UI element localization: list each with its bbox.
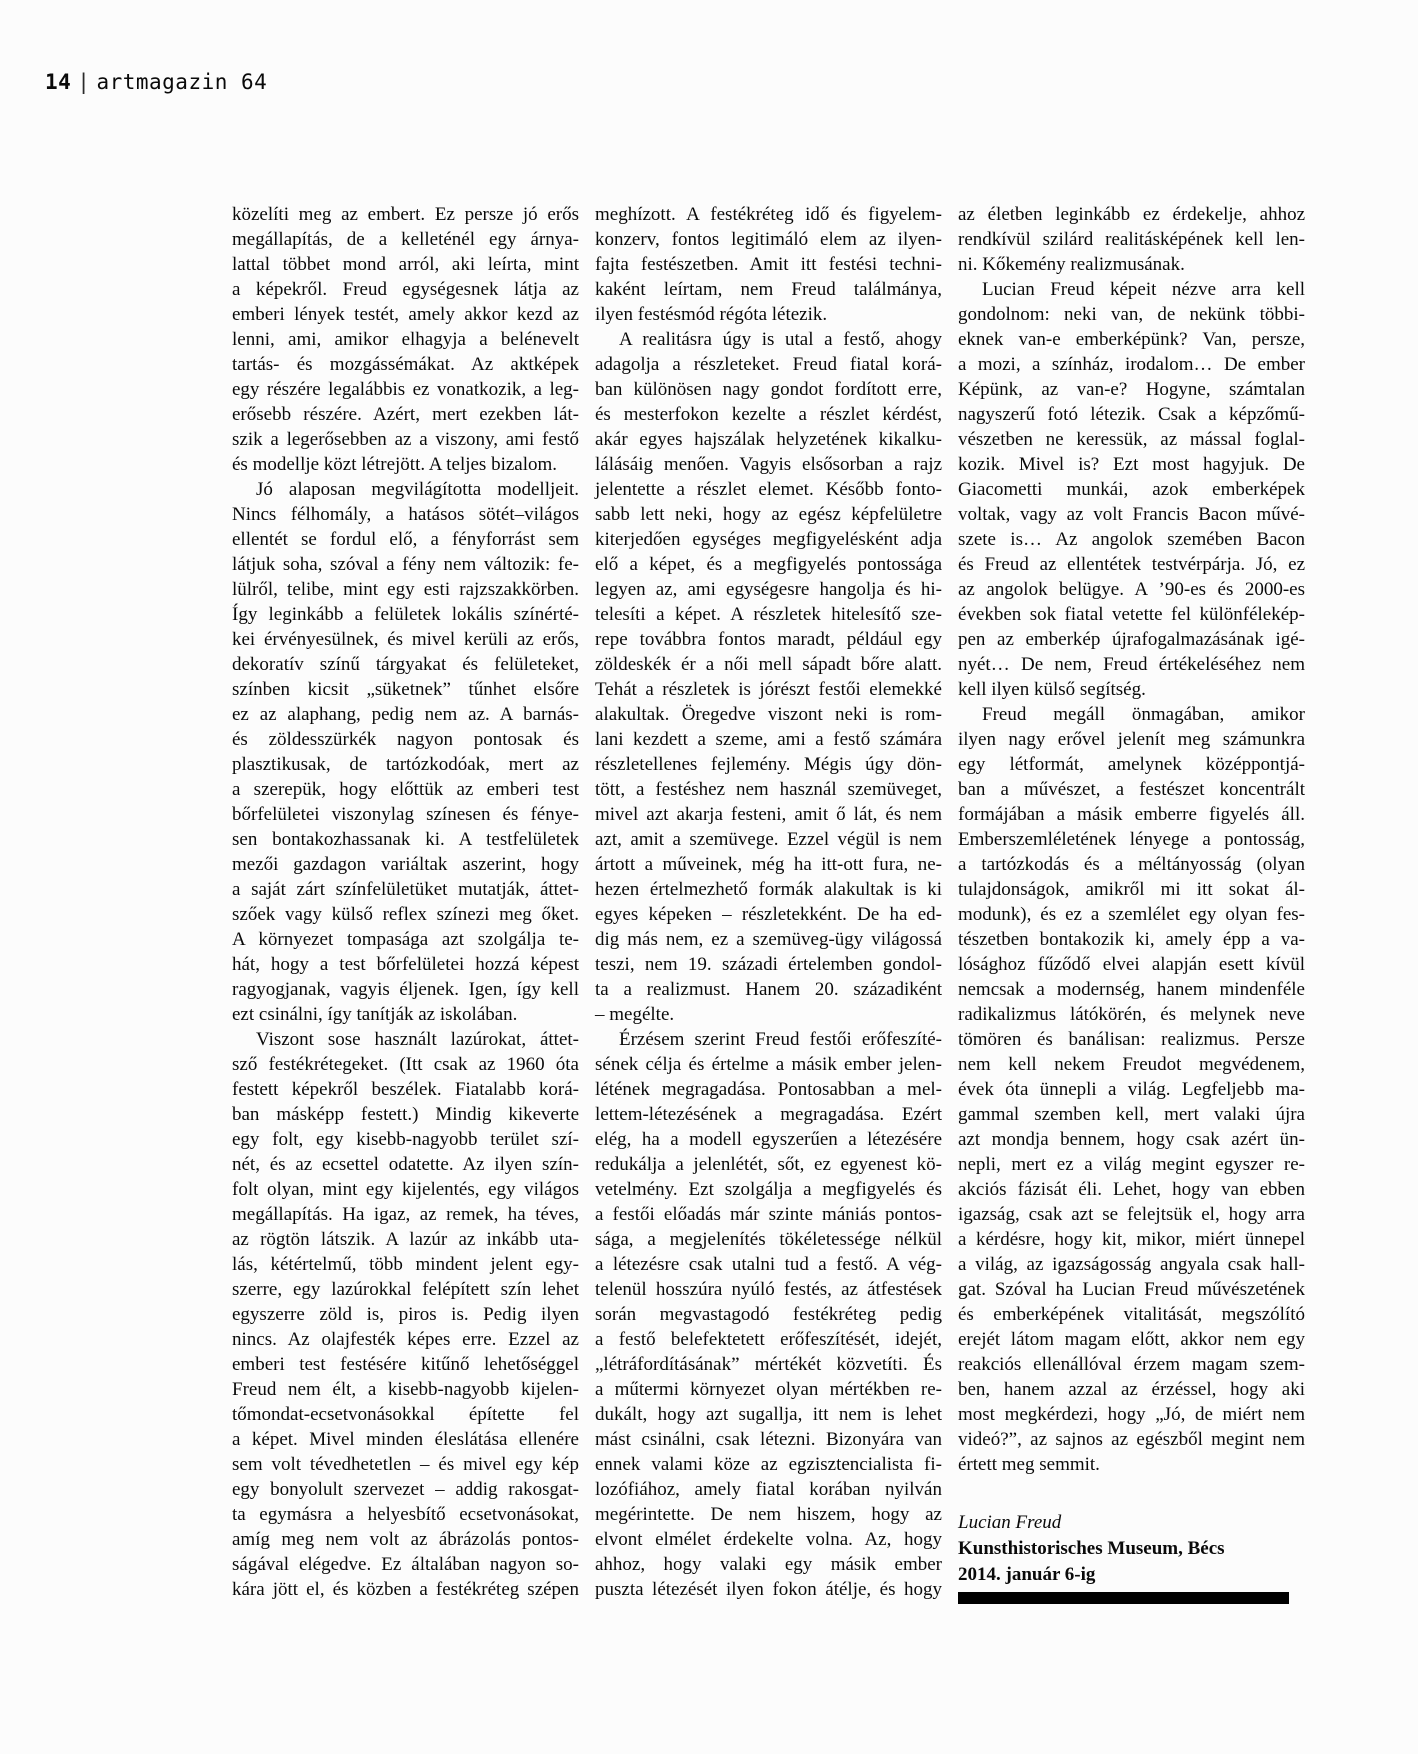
exhibition-artist: Lucian Freud xyxy=(958,1512,1062,1533)
text-line: kaként leírtam, nem Freud találmánya, xyxy=(595,279,942,300)
text-line: A környezet tompasága azt szolgálja te- xyxy=(232,929,579,950)
column-2-paragraphs xyxy=(595,202,942,1602)
text-line: ban a művészet, a festészet koncentrált xyxy=(958,779,1305,800)
text-line: Viszont sose használt lazúrokat, áttet- xyxy=(256,1029,579,1050)
text-line: és modellje közt létrejött. A teljes bizalom. xyxy=(232,454,558,475)
text-line: a festő belefektetett erőfeszítését, idejét, xyxy=(595,1329,942,1350)
text-line: ban különösen nagy gondot fordított erre, xyxy=(595,379,942,400)
exhibition-dates: 2014. január 6-ig xyxy=(958,1564,1096,1585)
page-number: 14 xyxy=(45,70,72,94)
text-line: szik a legerősebben az a viszony, ami festő xyxy=(232,429,579,450)
text-line: a műtermi környezet olyan mértékben re- xyxy=(595,1379,942,1400)
text-line: ennek valami köze az egzisztencialista fi- xyxy=(595,1454,942,1475)
text-line: formájában a másik emberre figyelés áll. xyxy=(958,804,1305,825)
text-line: az rögtön látszik. A lazúr az inkább uta- xyxy=(232,1229,579,1250)
text-line: repe továbbra fontos maradt, például egy xyxy=(595,629,942,650)
text-line: szete is… Az angolok szemében Bacon xyxy=(958,529,1305,550)
column-1-paragraphs xyxy=(232,202,579,1602)
text-line: a festői előadás már szinte mániás pontos- xyxy=(595,1204,942,1225)
text-line: vetelmény. Ezt szolgálja a megfigyelés és xyxy=(595,1179,942,1200)
text-line: kei érvényesülnek, és mivel kerüli az erős, xyxy=(232,629,579,650)
text-line: tőmondat-ecsetvonásokkal építette fel xyxy=(232,1404,579,1425)
text-line: ez az alaphang, pedig nem az. A barnás- xyxy=(232,704,579,725)
text-line: azt, amit a szemüvege. Ezzel végül is nem xyxy=(595,829,942,850)
text-line: tészetben bontakozik ki, amely épp a va- xyxy=(958,929,1305,950)
text-line: a világ, az igazságosság angyala csak hall- xyxy=(958,1254,1305,1275)
text-line: tött, a festéshez nem használ szemüveget, xyxy=(595,779,942,800)
text-line: sző festékrétegeket. (Itt csak az 1960 óta xyxy=(232,1054,579,1075)
text-line: gondolnom: neki van, de nekünk többi- xyxy=(958,304,1305,325)
text-line: konzerv, fontos legitimáló elem az ilyen- xyxy=(595,229,942,250)
text-line: értett meg semmit. xyxy=(958,1454,1100,1475)
text-line: Érzésem szerint Freud festői erőfeszíté- xyxy=(619,1029,942,1050)
text-line: Tehát a részletek is jórészt festői elemekké xyxy=(595,679,942,700)
text-line: nem kell nekem Freudot megvédenem, xyxy=(958,1054,1305,1075)
text-line: sen bontakozhassanak ki. A testfelületek xyxy=(232,829,579,850)
text-line: ságával elégedve. Ez általában nagyon so- xyxy=(232,1554,579,1575)
text-line: a képet. Mivel minden éleslátása ellenére xyxy=(232,1429,579,1450)
paragraph xyxy=(232,477,579,1027)
paragraph xyxy=(958,202,1305,277)
text-line: ta egymásra a helyesbítő ecsetvonásokat, xyxy=(232,1504,579,1525)
end-bar xyxy=(958,1592,1289,1604)
text-line: sem volt tévedhetetlen – és mivel egy kép xyxy=(232,1454,579,1475)
text-line: dukált, hogy azt sugallja, itt nem is lehet xyxy=(595,1404,942,1425)
text-line: „létráfordításának” mértékét közvetíti. És xyxy=(595,1354,942,1375)
text-line: telenül hosszúra nyúló festés, az átfestések xyxy=(595,1279,942,1300)
text-line: években sok fiatal vetette fel különfélekép- xyxy=(958,604,1305,625)
text-line: erősebb részére. Azért, mert ezekben lát- xyxy=(232,404,579,425)
text-column-2 xyxy=(595,202,942,1604)
text-column-1 xyxy=(232,202,579,1604)
text-line: Jó alaposan megvilágította modelljeit. xyxy=(256,479,579,500)
text-line: és Freud az ellentétek testvérpárja. Jó, ez xyxy=(958,554,1305,575)
text-line: egyes képeken – részletekként. De ha ed- xyxy=(595,904,942,925)
text-column-3 xyxy=(958,202,1305,1604)
text-line: plasztikusak, de tartózkodóak, mert az xyxy=(232,754,579,775)
text-line: dekoratív színű tárgyakat és felületeket, xyxy=(232,654,579,675)
text-line: hát, hogy a test bőrfelületei hozzá képest xyxy=(232,954,579,975)
text-line: emberi lények testét, amely akkor kezd az xyxy=(232,304,579,325)
text-line: és emberképének vitalitását, megszólító xyxy=(958,1304,1305,1325)
text-line: bőrfelületei viszonylag színesen és fénye- xyxy=(232,804,579,825)
text-line: teszi, nem 19. századi értelemben gondol- xyxy=(595,954,942,975)
text-line: gammal szemben kell, mert valaki újra xyxy=(958,1104,1305,1125)
text-line: azt mondja bennem, hogy csak azért ün- xyxy=(958,1129,1305,1150)
text-line: mezői gazdagon variáltak aszerint, hogy xyxy=(232,854,579,875)
text-line: megállapítás. Ha igaz, az remek, ha téves, xyxy=(232,1204,579,1225)
text-line: a tartózkodás és a méltányosság (olyan xyxy=(958,854,1305,875)
text-line: létének megragadása. Pontosabban a mel- xyxy=(595,1079,942,1100)
text-line: során megvastagodó festékréteg pedig xyxy=(595,1304,942,1325)
paragraph xyxy=(232,202,579,477)
text-line: A realitásra úgy is utal a festő, ahogy xyxy=(619,329,942,350)
text-line: Emberszemléletének lényege a pontosság, xyxy=(958,829,1305,850)
text-line: ilyen nagy erővel jelenít meg számunkra xyxy=(958,729,1305,750)
text-line: és zöldesszürkék nagyon pontosak és xyxy=(232,729,579,750)
text-line: megérintette. De nem hiszem, hogy az xyxy=(595,1504,942,1525)
column-3-paragraphs xyxy=(958,202,1305,1477)
text-line: gat. Szóval ha Lucian Freud művészetének xyxy=(958,1279,1305,1300)
text-line: videó?”, az sajnos az egészből megint nem xyxy=(958,1429,1305,1450)
text-line: ártott a műveinek, még ha itt-ott fura, ne- xyxy=(595,854,942,875)
text-line: az angolok belügye. A ’90-es és 2000-es xyxy=(958,579,1305,600)
text-line: lálásáig menően. Vagyis elsősorban a rajz xyxy=(595,454,942,475)
text-line: szerre, egy lazúrokkal felépített szín lehet xyxy=(232,1279,579,1300)
text-line: kell ilyen külső segítség. xyxy=(958,679,1146,700)
text-line: lás, kétértelmű, több mindent jelent egy- xyxy=(232,1254,579,1275)
text-line: ezt csinálni, így tanítják az iskolában. xyxy=(232,1004,518,1025)
text-line: reakciós ellenállóval érzem magam szem- xyxy=(958,1354,1305,1375)
text-line: puszta létezését ilyen fokon átélje, és hogy xyxy=(595,1579,942,1600)
text-line: Freud nem élt, a kisebb-nagyobb kijelen- xyxy=(232,1379,579,1400)
text-line: mást csinálni, csak létezni. Bizonyára van xyxy=(595,1429,942,1450)
text-line: a képekről. Freud egységesnek látja az xyxy=(232,279,579,300)
text-line: a mozi, a színház, irodalom… De ember xyxy=(958,354,1305,375)
text-line: rendkívül szilárd realitásképének kell len- xyxy=(958,229,1305,250)
text-line: nepli, mert ez a világ megint egyszer re- xyxy=(958,1154,1305,1175)
text-line: legyen az, ami egységesre hangolja és hi- xyxy=(595,579,942,600)
paragraph xyxy=(595,1027,942,1602)
text-line: és mesterfokon kezelte a részlet kérdést, xyxy=(595,404,942,425)
text-line: Lucian Freud képeit nézve arra kell xyxy=(982,279,1305,300)
text-line: Nincs félhomály, a hatásos sötét–világos xyxy=(232,504,579,525)
text-line: ban másképp festett.) Mindig kikeverte xyxy=(232,1104,579,1125)
text-line: lattal többet mond arról, aki leírta, mint xyxy=(232,254,579,275)
text-line: redukálja a jelenlétét, sőt, ez egyenest kö- xyxy=(595,1154,942,1175)
text-line: egyszerre zöld is, piros is. Pedig ilyen xyxy=(232,1304,579,1325)
text-line: Képünk, az van-e? Hogyne, számtalan xyxy=(958,379,1305,400)
text-line: nét, és az ecsettel odatette. Az ilyen szín- xyxy=(232,1154,579,1175)
text-line: hezen értelmezhető formák alakultak is ki xyxy=(595,879,942,900)
text-line: tömören és banálisan: realizmus. Persze xyxy=(958,1029,1305,1050)
text-line: pen az emberkép újrafogalmazásának igé- xyxy=(958,629,1305,650)
text-line: a kérdésre, hogy kit, mikor, miért ünnepel xyxy=(958,1229,1305,1250)
text-line: festett képekről beszélek. Fiatalabb korá- xyxy=(232,1079,579,1100)
exhibition-venue: Kunsthistorisches Museum, Bécs xyxy=(958,1538,1225,1559)
text-line: elég, ha a modell egyszerűen a létezésére xyxy=(595,1129,942,1150)
article-body xyxy=(232,202,1305,1604)
text-line: ta a realizmust. Hanem 20. századiként xyxy=(595,979,942,1000)
paragraph xyxy=(595,327,942,1027)
text-line: sága, a megjelenítés tökéletessége nélkül xyxy=(595,1229,942,1250)
text-line: alakultak. Öregedve viszont neki is rom- xyxy=(595,704,942,725)
text-line: megállapítás, de a kelleténél egy árnya- xyxy=(232,229,579,250)
text-line: eknek van-e emberképünk? Van, persze, xyxy=(958,329,1305,350)
text-line: erejét látom magam előtt, akkor nem egy xyxy=(958,1329,1305,1350)
text-line: akciós fázisát éli. Lehet, hogy van ebben xyxy=(958,1179,1305,1200)
text-line: színben kicsit „süketnek” tűnhet elsőre xyxy=(232,679,579,700)
text-line: nyét… De nem, Freud értékeléséhez nem xyxy=(958,654,1305,675)
text-line: egy részére legalábbis ez vonatkozik, a leg- xyxy=(232,379,579,400)
header-separator: | xyxy=(77,70,91,94)
paragraph xyxy=(958,277,1305,702)
text-line: sabb lett neki, hogy az egész képfelületre xyxy=(595,504,942,525)
text-line: zöldeskék ér a női mell sápadt bőre alatt. xyxy=(595,654,942,675)
text-line: ellentét se fordul elő, a fényforrást sem xyxy=(232,529,579,550)
text-line: elő a képet, és a megfigyelés pontossága xyxy=(595,554,942,575)
text-line: az életben leginkább ez érdekelje, ahhoz xyxy=(958,204,1305,225)
text-line: kiterjedően egységes megfigyelésként adja xyxy=(595,529,942,550)
text-line: akár egyes hajszálak helyzetének kikalku- xyxy=(595,429,942,450)
text-line: fajta festészetben. Amit itt festési techni- xyxy=(595,254,942,275)
text-line: – megélte. xyxy=(595,1004,675,1025)
text-line: Freud megáll önmagában, amikor xyxy=(982,704,1305,725)
text-line: Így leginkább a felületek lokális színérté- xyxy=(232,604,579,625)
text-line: voltak, vagy az volt Francis Bacon művé- xyxy=(958,504,1305,525)
text-line: lani kezdett a szeme, ami a festő számára xyxy=(595,729,942,750)
text-line: közelíti meg az embert. Ez persze jó erős xyxy=(232,204,579,225)
text-line: egy bonyolult szervezet – addig rakosgat- xyxy=(232,1479,579,1500)
text-line: adagolja a részleteket. Freud fiatal korá- xyxy=(595,354,942,375)
text-line: ni. Kőkemény realizmusának. xyxy=(958,254,1185,275)
text-line: lülről, telibe, mint egy esti rajzszakkörben. xyxy=(232,579,579,600)
text-line: lenni, ami, amikor elhagyja a belénevelt xyxy=(232,329,579,350)
text-line: elvont elmélet érdekelte volna. Az, hogy xyxy=(595,1529,942,1550)
text-line: évek óta ünnepli a világ. Legfeljebb ma- xyxy=(958,1079,1305,1100)
text-line: folt olyan, mint egy kijelentés, egy világos xyxy=(232,1179,579,1200)
text-line: tulajdonságok, amikről mi itt sokat ál- xyxy=(958,879,1305,900)
paragraph xyxy=(232,1027,579,1602)
text-line: lósághoz fűződő elvei alapján esett kívül xyxy=(958,954,1305,975)
text-line: mivel azt akarja festeni, amit ő lát, és nem xyxy=(595,804,942,825)
paragraph xyxy=(958,702,1305,1477)
text-line: a létezésre csak utalni tud a festő. A vég- xyxy=(595,1254,942,1275)
text-line: kára jött el, és közben a festékréteg szépen xyxy=(232,1579,579,1600)
text-line: részletellenes fejlemény. Mégis úgy dön- xyxy=(595,754,942,775)
page-header xyxy=(45,70,267,94)
text-line: ilyen festésmód régóta létezik. xyxy=(595,304,828,325)
text-line: lozófiához, amely fiatal korában nyilván xyxy=(595,1479,942,1500)
text-line: amíg meg nem volt az ábrázolás pontos- xyxy=(232,1529,579,1550)
text-line: nagyszerű fotó létezik. Csak a képzőmű- xyxy=(958,404,1305,425)
text-line: nincs. Az olajfesték képes erre. Ezzel az xyxy=(232,1329,579,1350)
text-line: modunk), és ez a szemlélet egy olyan fes- xyxy=(958,904,1305,925)
text-line: egy folt, egy kisebb-nagyobb terület szí- xyxy=(232,1129,579,1150)
exhibition-credit xyxy=(958,1510,1305,1604)
text-line: ben, hanem azzal az érzéssel, hogy aki xyxy=(958,1379,1305,1400)
text-line: emberi test festésére kitűnő lehetőséggel xyxy=(232,1354,579,1375)
text-line: sének célja és értelme a másik ember jelen- xyxy=(595,1054,942,1075)
text-line: a szerepük, hogy előttük az emberi test xyxy=(232,779,579,800)
text-line: igazság, csak azt se felejtsük el, hogy arra xyxy=(958,1204,1305,1225)
paragraph xyxy=(595,202,942,327)
text-line: radikalizmus látókörén, és melynek neve xyxy=(958,1004,1305,1025)
text-line: ahhoz, hogy valaki egy másik ember xyxy=(595,1554,942,1575)
text-line: most megkérdezi, hogy „Jó, de miért nem xyxy=(958,1404,1305,1425)
text-line: ragyogjanak, vagyis éljenek. Igen, így kell xyxy=(232,979,579,1000)
text-line: szőek vagy külső reflex színezi meg őket. xyxy=(232,904,579,925)
text-line: a saját zárt színfelületüket mutatják, áttet- xyxy=(232,879,579,900)
text-line: kozik. Mivel is? Ezt most hagyjuk. De xyxy=(958,454,1305,475)
text-line: jelentette a részlet elemet. Később fonto- xyxy=(595,479,942,500)
text-line: egy létformát, amelynek középpontjá- xyxy=(958,754,1305,775)
text-line: látjuk soha, szóval a fény nem változik: fe- xyxy=(232,554,579,575)
text-line: Giacometti munkái, azok emberképek xyxy=(958,479,1305,500)
text-line: tartás- és mozgássémákat. Az aktképek xyxy=(232,354,579,375)
text-line: telesíti a képet. A részletek hitelesítő sze- xyxy=(595,604,942,625)
text-line: vészetben ne keressük, az mással foglal- xyxy=(958,429,1305,450)
text-line: dig más nem, ez a szemüveg-ügy világossá xyxy=(595,929,942,950)
magazine-title: artmagazin 64 xyxy=(96,70,268,94)
text-line: lettem-létezésének a megragadása. Ezért xyxy=(595,1104,942,1125)
text-line: nemcsak a modernség, hanem mindenféle xyxy=(958,979,1305,1000)
text-line: meghízott. A festékréteg idő és figyelem- xyxy=(595,204,942,225)
